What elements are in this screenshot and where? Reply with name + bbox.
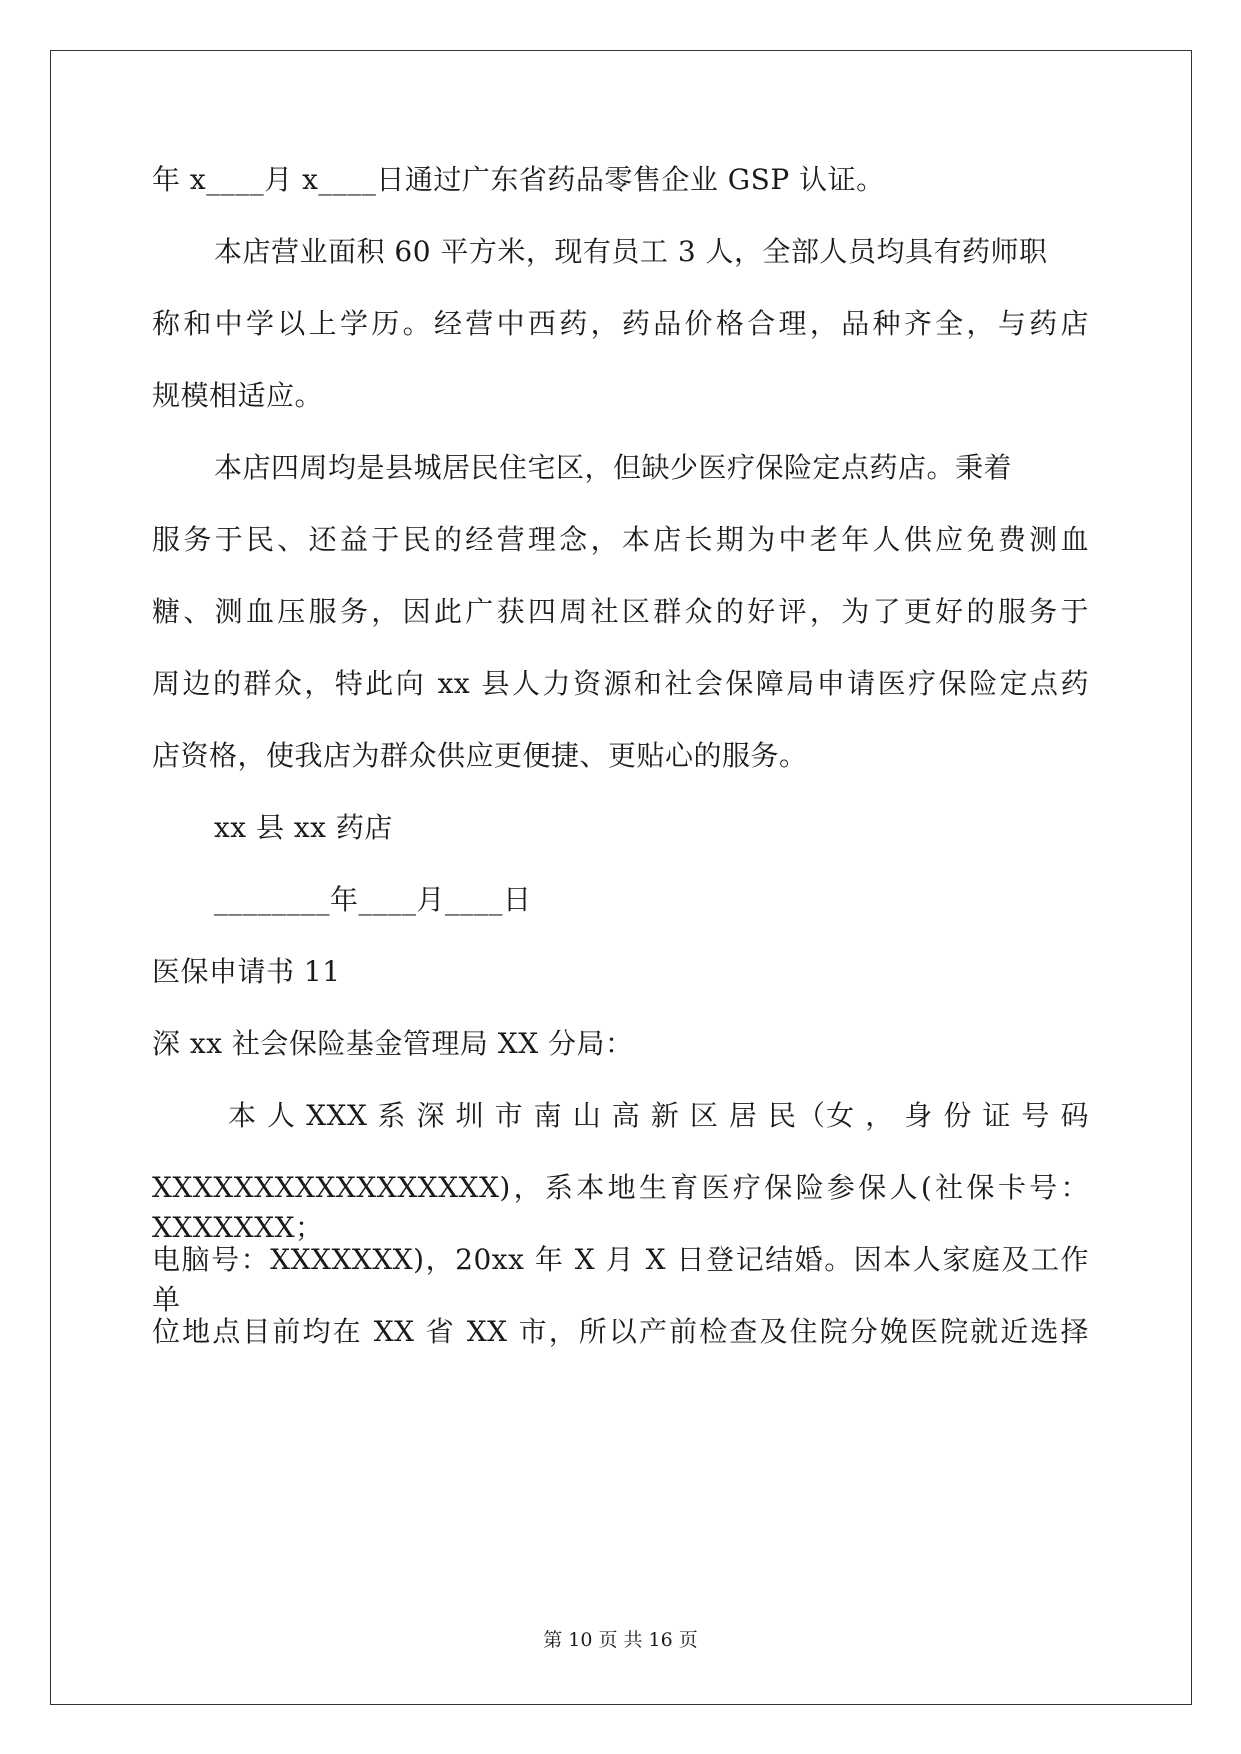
paragraph-store-info-line-1: 本店营业面积 60 平方米，现有员工 3 人，全部人员均具有药师职: [214, 235, 1048, 268]
paragraph-store-info-line-3: 规模相适应。: [152, 379, 324, 412]
paragraph-store-info-line-2: 称和中学以上学历。经营中西药，药品价格合理，品种齐全，与药店: [152, 307, 1089, 340]
paragraph-application-line-4: 周边的群众，特此向 xx 县人力资源和社会保障局申请医疗保险定点药: [152, 667, 1089, 700]
paragraph-applicant-line-2: XXXXXXXXXXXXXXXXX)，系本地生育医疗保险参保人(社保卡号： XXXXXXX；: [152, 1171, 1089, 1244]
paragraph-applicant-line-4: 位地点目前均在 XX 省 XX 市，所以产前检查及住院分娩医院就近选择: [152, 1315, 1089, 1348]
page-border: [50, 50, 1192, 1705]
text-line-1: 年 x____月 x____日通过广东省药品零售企业 GSP 认证。: [152, 163, 885, 196]
paragraph-application-line-5: 店资格，使我店为群众供应更便捷、更贴心的服务。: [152, 739, 808, 772]
paragraph-application-line-3: 糖、测血压服务，因此广获四周社区群众的好评，为了更好的服务于: [152, 595, 1089, 628]
paragraph-application-line-2: 服务于民、还益于民的经营理念，本店长期为中老年人供应免费测血: [152, 523, 1089, 556]
page-number-footer: 第 10 页 共 16 页: [543, 1629, 698, 1651]
section-title: 医保申请书 11: [152, 955, 341, 988]
recipient-line: 深 xx 社会保险基金管理局 XX 分局：: [152, 1027, 634, 1060]
paragraph-applicant-line-1: 本 人 XXX 系 深 圳 市 南 山 高 新 区 居 民（女 ， 身 份 证 号 码: [228, 1099, 1089, 1132]
paragraph-application-line-1: 本店四周均是县城居民住宅区，但缺少医疗保险定点药店。秉着: [214, 451, 1013, 484]
signature-date: ________年____月____日: [214, 883, 532, 916]
signature-store-name: xx 县 xx 药店: [214, 811, 393, 844]
paragraph-applicant-line-3: 电脑号：XXXXXXX)，20xx 年 X 月 X 日登记结婚。因本人家庭及工作单: [152, 1243, 1089, 1316]
